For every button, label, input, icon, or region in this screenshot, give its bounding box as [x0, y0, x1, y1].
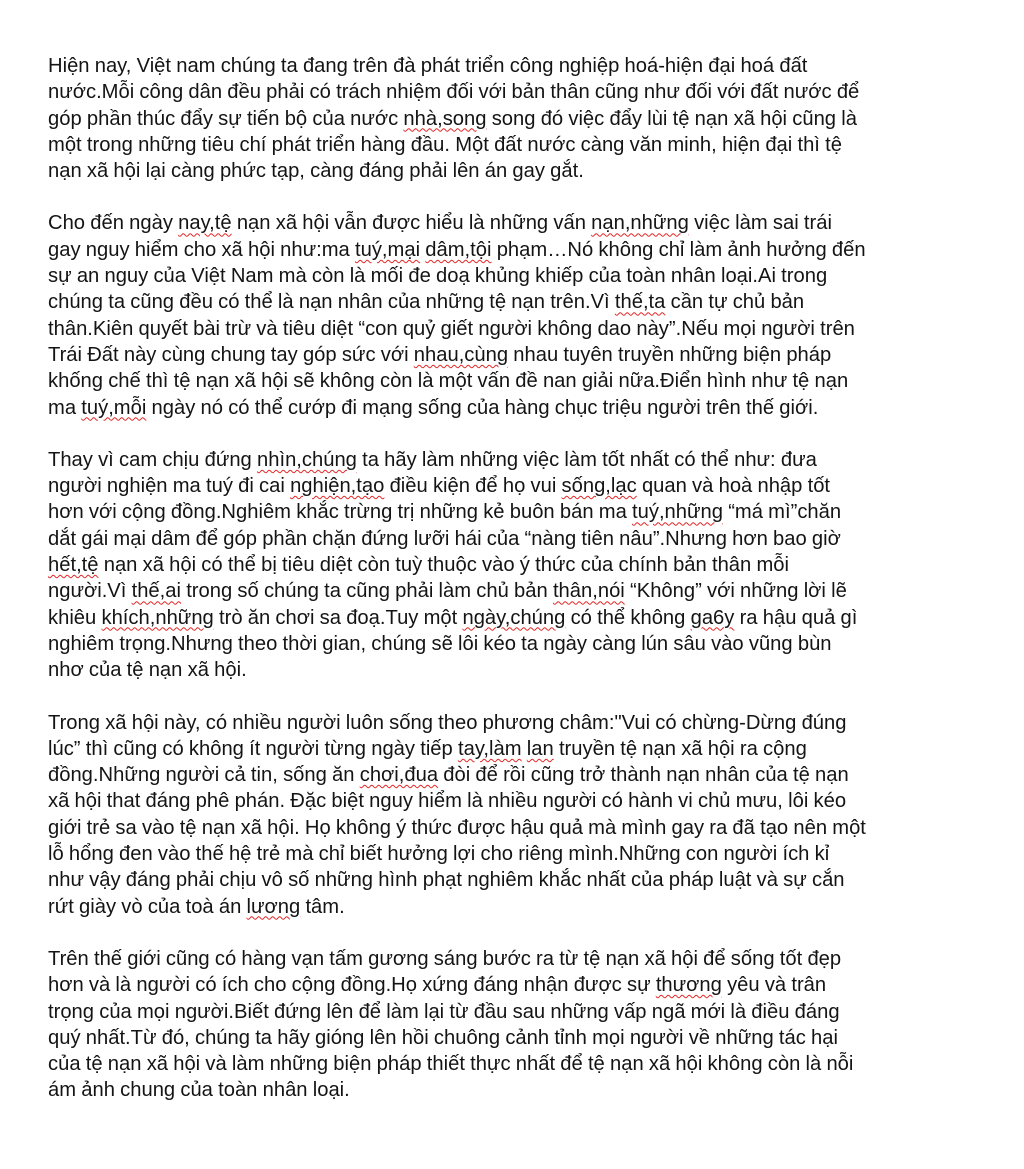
- text-run: nạn xã hội lại càng phức tạp, càng đáng phải lên án gay gắt.: [48, 160, 584, 183]
- spellcheck-flagged-word[interactable]: ga6y: [690, 606, 735, 629]
- text-run: ám ảnh chung của toàn nhân loại.: [48, 1079, 350, 1102]
- text-run: truyền tệ nạn xã hội ra cộng: [553, 737, 807, 760]
- text-line: [48, 289, 984, 315]
- spellcheck-flagged-word[interactable]: nhau,cùng: [413, 343, 509, 366]
- text-run: “má mì”chăn: [722, 501, 842, 524]
- text-line: [48, 605, 984, 631]
- text-run: hơn và là người có ích cho cộng đồng.Họ xứng đáng nhận được sự: [48, 974, 656, 997]
- text-line: [48, 999, 984, 1025]
- text-run: nghiêm trọng.Nhưng theo thời gian, chúng sẽ lôi kéo ta ngày càng lún sâu vào vũng bùn: [48, 632, 832, 655]
- text-line: [48, 158, 984, 184]
- text-run: của tệ nạn xã hội và làm những biện pháp thiết thực nhất để tệ nạn xã hội không còn là nỗi: [48, 1053, 854, 1076]
- text-line: [48, 263, 984, 289]
- text-line: [48, 631, 984, 657]
- text-run: quan và hoà nhập tốt: [636, 475, 831, 498]
- spellcheck-flagged-word[interactable]: tuý,mại: [354, 238, 421, 261]
- spellcheck-flagged-word[interactable]: tay,làm: [457, 737, 522, 760]
- text-run: người.Vì: [48, 580, 132, 603]
- text-line: [48, 316, 984, 342]
- text-run: trong số chúng ta cũng phải làm chủ bản: [180, 580, 553, 603]
- text-line: [48, 762, 984, 788]
- text-run: góp phần thúc đẩy sự tiến bộ của nước: [48, 107, 404, 130]
- text-run: đồng.Những người cả tin, sống ăn: [48, 764, 360, 787]
- text-run: có thể không: [565, 606, 691, 629]
- text-line: [48, 1077, 984, 1103]
- text-run: ngày nó có thể cướp đi mạng sống của hàng chục triệu người trên thế giới.: [146, 396, 819, 419]
- text-line: [48, 447, 984, 473]
- text-run: hơn với cộng đồng.Nghiêm khắc trừng trị những kẻ buôn bán ma: [48, 501, 633, 524]
- text-line: [48, 526, 984, 552]
- text-run: nhơ của tệ nạn xã hội.: [48, 659, 247, 682]
- text-line: [48, 210, 984, 236]
- spellcheck-flagged-word[interactable]: hết,tệ: [48, 554, 99, 577]
- paragraph: [48, 946, 984, 1104]
- text-line: [48, 815, 984, 841]
- spellcheck-flagged-word[interactable]: nay,tệ: [178, 212, 232, 235]
- text-line: [48, 841, 984, 867]
- text-run: khiêu: [48, 606, 102, 629]
- paragraph: [48, 53, 984, 184]
- text-run: một trong những tiêu chí phát triển hàng đầu. Một đất nước càng văn minh, hiện đại thì tệ: [48, 133, 842, 156]
- text-run: chúng ta cũng đều có thể là nạn nhân của những tệ nạn trên.Vì: [48, 291, 615, 314]
- paragraph: [48, 710, 984, 920]
- text-run: lỗ hổng đen vào thế hệ trẻ mà chỉ biết hưởng lợi cho riêng mình.Những con người ích kỉ: [48, 843, 830, 866]
- text-line: [48, 499, 984, 525]
- text-line: [48, 237, 984, 263]
- text-run: sự an nguy của Việt Nam mà còn là mối đe doạ khủng khiếp của toàn nhân loại.Ai trong: [48, 265, 828, 288]
- text-run: trọng của mọi người.Biết đứng lên để làm lại từ đầu sau những vấp ngã mới là điều đáng: [48, 1000, 840, 1023]
- spellcheck-flagged-word[interactable]: tuý,mỗi: [81, 396, 147, 419]
- text-line: [48, 894, 984, 920]
- spellcheck-flagged-word[interactable]: thế,ta: [614, 291, 666, 314]
- text-run: giới trẻ sa vào tệ nạn xã hội. Họ không ý thức được hậu quả mà mình gay ra đã tạo nên một: [48, 816, 866, 839]
- text-run: như vậy đáng phải chịu vô số những hình phạt nghiêm khắc nhất của pháp luật và sự cắn: [48, 869, 845, 892]
- text-run: thân.Kiên quyết bài trừ và tiêu diệt “con quỷ giết người không dao này”.Nếu mọi người trên: [48, 317, 855, 340]
- spellcheck-flagged-word[interactable]: thế,ai: [131, 580, 181, 603]
- text-run: phạm…Nó không chỉ làm ảnh hưởng đến: [491, 238, 866, 261]
- text-run: Thay vì cam chịu đứng: [48, 448, 257, 471]
- text-run: nhau tuyên truyền những biện pháp: [508, 343, 832, 366]
- text-line: [48, 710, 984, 736]
- text-run: Trái Đất này cùng chung tay góp sức với: [48, 343, 414, 366]
- text-line: [48, 788, 984, 814]
- spellcheck-flagged-word[interactable]: nạn,những: [591, 212, 689, 235]
- spellcheck-flagged-word[interactable]: nghiện,tạo: [290, 475, 385, 498]
- text-line: [48, 368, 984, 394]
- spellcheck-flagged-word[interactable]: ngày,chúng: [462, 606, 566, 629]
- text-run: gay nguy hiểm cho xã hội như:ma: [48, 238, 355, 261]
- text-run: trò ăn chơi sa đoạ.Tuy một: [213, 606, 463, 629]
- text-line: [48, 395, 984, 421]
- paragraph: [48, 210, 984, 420]
- text-run: song đó việc đẩy lùi tệ nạn xã hội cũng là: [486, 107, 857, 130]
- text-line: [48, 473, 984, 499]
- spellcheck-flagged-word[interactable]: sống,lạc: [561, 475, 637, 498]
- text-run: ra hậu quả gì: [734, 606, 858, 629]
- text-line: [48, 106, 984, 132]
- text-line: [48, 578, 984, 604]
- spellcheck-flagged-word[interactable]: thương: [655, 974, 722, 997]
- text-run: điều kiện để họ vui: [384, 475, 562, 498]
- text-line: [48, 1025, 984, 1051]
- text-run: tâm.: [300, 895, 345, 918]
- text-run: người nghiện ma tuý đi cai: [48, 475, 291, 498]
- text-run: khống chế thì tệ nạn xã hội sẽ không còn là một vấn đề nan giải nữa.Điển hình như tệ nạn: [48, 370, 849, 393]
- text-run: ma: [48, 396, 82, 419]
- text-line: [48, 1051, 984, 1077]
- spellcheck-flagged-word[interactable]: thân,nói: [552, 580, 625, 603]
- text-line: [48, 946, 984, 972]
- text-line: [48, 132, 984, 158]
- text-line: [48, 736, 984, 762]
- text-line: [48, 53, 984, 79]
- text-run: Hiện nay, Việt nam chúng ta đang trên đà phát triển công nghiệp hoá-hiện đại hoá đất: [48, 55, 808, 77]
- paragraph: [48, 447, 984, 684]
- text-run: lúc” thì cũng có không ít người từng ngày tiếp: [48, 737, 458, 760]
- text-run: Cho đến ngày: [48, 212, 179, 235]
- text-line: [48, 972, 984, 998]
- text-run: ta hãy làm những việc làm tốt nhất có thể như: đưa: [356, 448, 817, 471]
- document-body: [48, 53, 984, 1104]
- text-run: dắt gái mại dâm để góp phần chặn đứng lưỡi hái của “nàng tiên nâu”.Nhưng hơn bao giờ: [48, 527, 841, 550]
- text-run: việc làm sai trái: [688, 212, 832, 235]
- text-run: nạn xã hội vẫn được hiểu là những vấn: [231, 212, 592, 235]
- text-run: Trên thế giới cũng có hàng vạn tấm gương sáng bước ra từ tệ nạn xã hội để sống tốt đẹp: [48, 947, 842, 970]
- spellcheck-flagged-word[interactable]: nhìn,chúng: [257, 448, 357, 471]
- text-line: [48, 79, 984, 105]
- text-run: Trong xã hội này, có nhiều người luôn sống theo phương châm:"Vui có chừng-Dừng đúng: [48, 711, 847, 734]
- text-run: yêu và trân: [721, 974, 827, 997]
- text-line: [48, 342, 984, 368]
- text-line: [48, 867, 984, 893]
- text-run: nước.Mỗi công dân đều phải có trách nhiệm đối với bản thân cũng như đối với đất nước để: [48, 81, 860, 104]
- text-run: quý nhất.Từ đó, chúng ta hãy gióng lên hồi chuông cảnh tỉnh mọi người về những tác hại: [48, 1026, 838, 1049]
- text-run: “Không” với những lời lẽ: [624, 580, 847, 603]
- spellcheck-flagged-word[interactable]: khích,những: [101, 606, 214, 629]
- spellcheck-flagged-word[interactable]: chơi,đua: [359, 764, 439, 787]
- text-run: rứt giày vò của toà án: [48, 895, 247, 918]
- spellcheck-flagged-word[interactable]: lương: [246, 895, 301, 918]
- text-line: [48, 552, 984, 578]
- spellcheck-flagged-word[interactable]: tuý,những: [632, 501, 723, 524]
- text-line: [48, 657, 984, 683]
- text-run: nạn xã hội có thể bị tiêu diệt còn tuỳ thuộc vào ý thức của chính bản thân mỗi: [98, 554, 790, 577]
- text-run: cần tự chủ bản: [665, 291, 805, 314]
- spellcheck-flagged-word[interactable]: lan: [526, 737, 554, 760]
- text-run: xã hội that đáng phê phán. Đặc biệt nguy hiểm là nhiều người có hành vi chủ mưu, lôi kéo: [48, 790, 847, 813]
- text-run: đòi để rồi cũng trở thành nạn nhân của tệ nạn: [438, 764, 849, 787]
- spellcheck-flagged-word[interactable]: nhà,song: [403, 107, 487, 130]
- spellcheck-flagged-word[interactable]: dâm,tội: [425, 238, 492, 261]
